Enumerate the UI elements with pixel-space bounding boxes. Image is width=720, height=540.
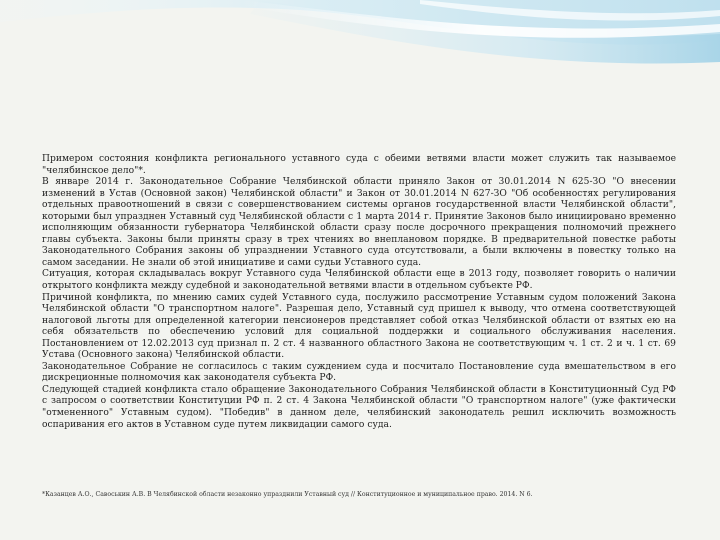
paragraph-cause: Причиной конфликта, по мнению самих судей Уставного суда, послужило рассмотрение Уставным судом положений Закона Челябинской области "О транспортном налоге". Разрешая дело, Уставный суд пришел к выводу, что отмена соответствующей налоговой льготы для определенной категории пенсионеров представляет собой отказ Челябинской области от взятых ею на себя обязательств по обеспечению условий для социальной поддержки и социального обслуживания населения. Постановлением от 12.02.2013 суд признал п. 2 ст. 4 названного областного Закона не соответствующим ч. 1 ст. 2 и ч. 1 ст. 69 Устава (Основного закона) Челябинской области. xyxy=(42,292,676,361)
paragraph-situation: Ситуация, которая складывалась вокруг Уставного суда Челябинской области еще в 2013 году, позволяет говорить о наличии открытого конфликта между судебной и законодательной ветвями власти в отдельном субъекте РФ. xyxy=(42,269,676,292)
decorative-wave-ribbon xyxy=(0,0,720,130)
paragraph-intro: Примером состояния конфликта регионального уставного суда с обеими ветвями власти может служить так называемое "челябинское дело"*. xyxy=(42,154,676,176)
paragraph-next-stage: Следующей стадией конфликта стало обращение Законодательного Собрания Челябинской области в Конституционный Суд РФ с запросом о соответствии Конституции РФ п. 2 ст. 4 Закона Челябинской области "О транспортном налоге" (уже фактически "отмененного" Уставным судом). "Победив" в данном деле, челябинский законодатель решил исключить возможность оспаривания его актов в Уставном суде путем ликвидации самого суда. xyxy=(42,384,676,430)
paragraph-assembly-disagreement: Законодательное Собрание не согласилось с таким суждением суда и посчитало Постановление суда вмешательством в его дискреционные полномочия как законодателя субъекта РФ. xyxy=(42,361,676,384)
paragraph-january-laws: В январе 2014 г. Законодательное Собрание Челябинской области приняло Закон от 30.01.2014 N 625-ЗО "О внесении изменений в Устав (Основной закон) Челябинской области" и Закон от 30.01.2014 N 627-ЗО "Об особенностях регулирования отдельных правоотношений в связи с совершенствованием системы органов государственной власти Челябинской области", которыми был упразднен Уставный суд Челябинской области с 1 марта 2014 г. Принятие Законов было инициировано временно исполняющим обязанности губернатора Челябинской области сразу после досрочного прекращения полномочий прежнего главы субъекта. Законы были приняты сразу в трех чтениях во внеплановом порядке. В предварительной повестке работы Законодательного Собрания законы об упразднении Уставного суда отсутствовали, а были включены в повестку только на самом заседании. Не знали об этой инициативе и сами судьи Уставного суда. xyxy=(42,177,676,268)
article-body xyxy=(42,154,676,431)
footnote: *Казанцев А.О., Савоськин А.В. В Челябинской области незаконно упразднили Уставный суд // Конституционное и муниципальное право. 2014. N 6. xyxy=(42,491,533,498)
